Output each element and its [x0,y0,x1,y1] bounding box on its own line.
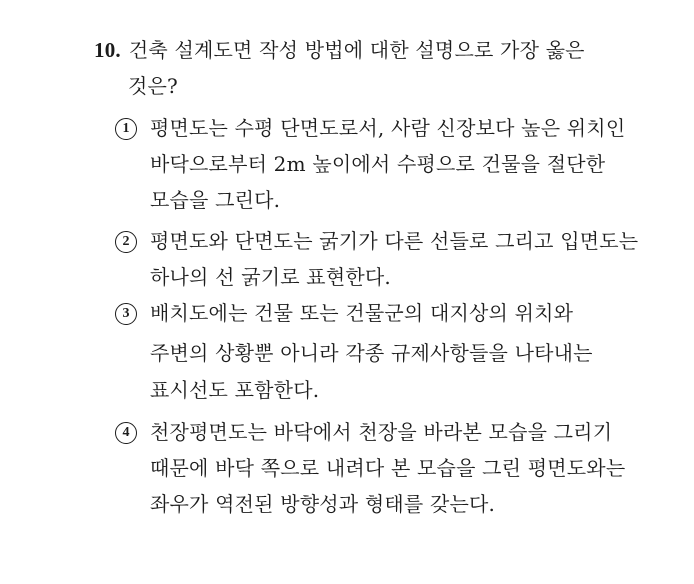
option-3-line-1: 배치도에는 건물 또는 건물군의 대지상의 위치와 [150,301,574,325]
option-1-line-2: 바닥으로부터 2m 높이에서 수평으로 건물을 절단한 [150,152,606,176]
option-2-line-2: 하나의 선 굵기로 표현한다. [150,265,391,289]
option-1-line-3: 모습을 그린다. [150,188,281,212]
option-1-line-1: 평면도는 수평 단면도로서, 사람 신장보다 높은 위치인 [150,116,626,140]
option-3-line-3: 표시선도 포함한다. [150,378,320,402]
option-2-line-1: 평면도와 단면도는 굵기가 다른 선들로 그리고 입면도는 [150,229,639,253]
question-stem-text-1: 건축 설계도면 작성 방법에 대한 설명으로 가장 옳은 [128,38,585,62]
question-stem-line-1 [94,36,585,64]
option-3-marker: 3 [115,303,137,325]
option-4-line-1: 천장평면도는 바닥에서 천장을 바라본 모습을 그리기 [150,420,613,444]
option-4-marker: 4 [115,422,137,444]
option-4-line-3: 좌우가 역전된 방향성과 형태를 갖는다. [150,492,496,516]
option-4-line-2: 때문에 바닥 쪽으로 내려다 본 모습을 그린 평면도와는 [150,456,626,480]
question-number: 10. [94,38,121,62]
option-1-marker: 1 [115,118,137,140]
question-stem-line-2: 것은? [128,74,178,98]
option-2-marker: 2 [115,231,137,253]
option-3-line-2: 주변의 상황뿐 아니라 각종 규제사항들을 나타내는 [150,341,593,365]
